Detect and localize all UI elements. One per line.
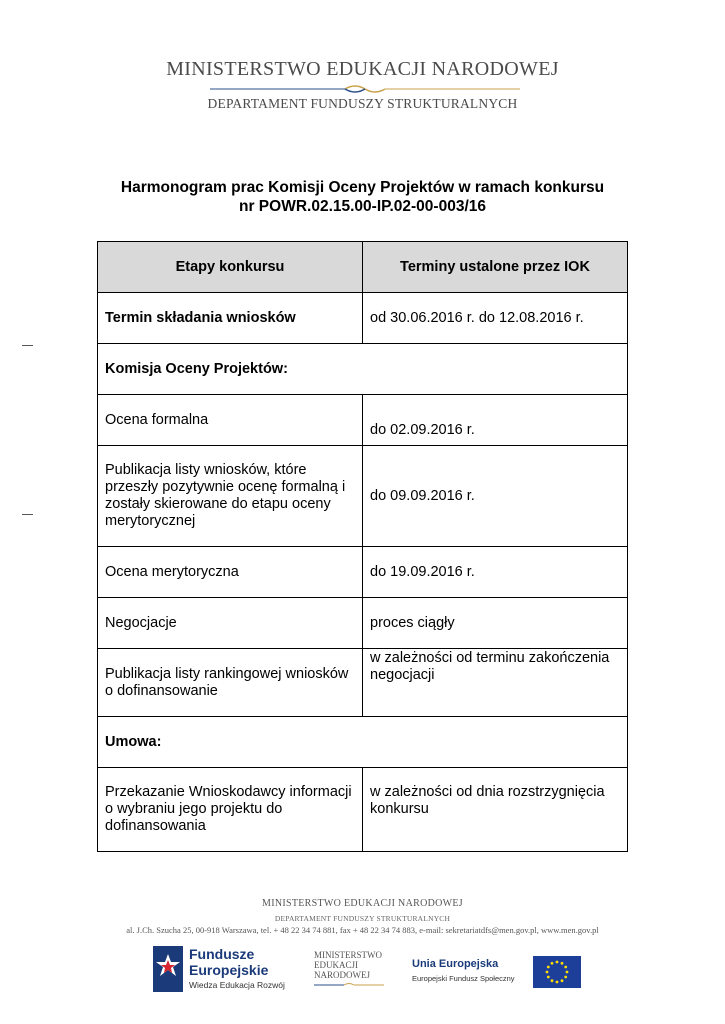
section-label: Umowa: [98,717,628,768]
term-cell: w zależności od terminu zakończenia negocjacji [363,649,628,717]
fe-logo-line-2: Europejskie [189,962,269,978]
men-logo-line-2: EDUKACJI [314,960,358,970]
document-title-line-2: nr POWR.02.15.00-IP.02-00-003/16 [239,198,486,215]
table-header-row [98,242,628,293]
table-row [98,768,628,852]
stage-cell: Negocjacje [98,598,363,649]
table-row [98,395,628,446]
column-header-terms: Terminy ustalone przez IOK [363,242,628,293]
stage-cell: Przekazanie Wnioskodawcy informacji o wybraniu jego projektu do dofinansowania [98,768,363,852]
header-ornament-icon [210,82,520,96]
men-logo-line-1: MINISTERSTWO [314,950,382,960]
eu-flag-icon [533,956,581,988]
ue-logo-line-2: Europejski Fundusz Społeczny [412,974,515,983]
fundusze-europejskie-logo [153,946,293,994]
document-title [0,178,725,216]
term-cell: do 19.09.2016 r. [363,547,628,598]
men-logo [314,950,404,988]
ministry-header-title: MINISTERSTWO EDUKACJI NARODOWEJ [166,58,559,80]
department-header-subtitle: DEPARTAMENT FUNDUSZY STRUKTURALNYCH [207,96,518,111]
fundusze-europejskie-star-icon [153,946,183,992]
column-header-stages: Etapy konkursu [98,242,363,293]
stage-cell: Ocena merytoryczna [98,547,363,598]
term-cell: od 30.06.2016 r. do 12.08.2016 r. [363,293,628,344]
term-cell: do 09.09.2016 r. [363,446,628,547]
margin-mark [22,345,33,346]
term-cell: do 02.09.2016 r. [363,395,628,446]
stage-cell: Publikacja listy rankingowej wniosków o dofinansowanie [98,649,363,717]
stage-cell: Publikacja listy wniosków, które przeszły pozytywnie ocenę formalną i zostały skierowane do etapu oceny merytorycznej [98,446,363,547]
term-cell: proces ciągły [363,598,628,649]
table-row [98,293,628,344]
document-title-line-1: Harmonogram prac Komisji Oceny Projektów w ramach konkursu [120,179,605,196]
men-logo-line-3: NARODOWEJ [314,970,370,980]
fe-logo-line-3: Wiedza Edukacja Rozwój [189,980,285,990]
unia-europejska-logo [412,956,572,988]
footer-ministry: MINISTERSTWO EDUKACJI NARODOWEJ [262,898,463,909]
section-label: Komisja Oceny Projektów: [98,344,628,395]
footer-address: al. J.Ch. Szucha 25, 00-918 Warszawa, tel. + 48 22 34 74 881, fax + 48 22 34 74 883, e-mail: sekretariatdfs@men.gov.pl, www.men.gov.pl [126,925,599,935]
section-row [98,344,628,395]
stage-cell: Ocena formalna [98,395,363,446]
table-row [98,547,628,598]
term-cell: w zależności od dnia rozstrzygnięcia konkursu [363,768,628,852]
section-row [98,717,628,768]
footer-department: DEPARTAMENT FUNDUSZY STRUKTURALNYCH [274,914,451,923]
men-logo-ornament-icon [314,982,384,988]
stage-cell: Termin składania wniosków [98,293,363,344]
table-row [98,598,628,649]
ue-logo-line-1: Unia Europejska [412,958,499,970]
schedule-table [97,241,628,852]
margin-mark [22,514,33,515]
fe-logo-line-1: Fundusze [189,946,255,962]
table-row [98,446,628,547]
table-row [98,649,628,717]
